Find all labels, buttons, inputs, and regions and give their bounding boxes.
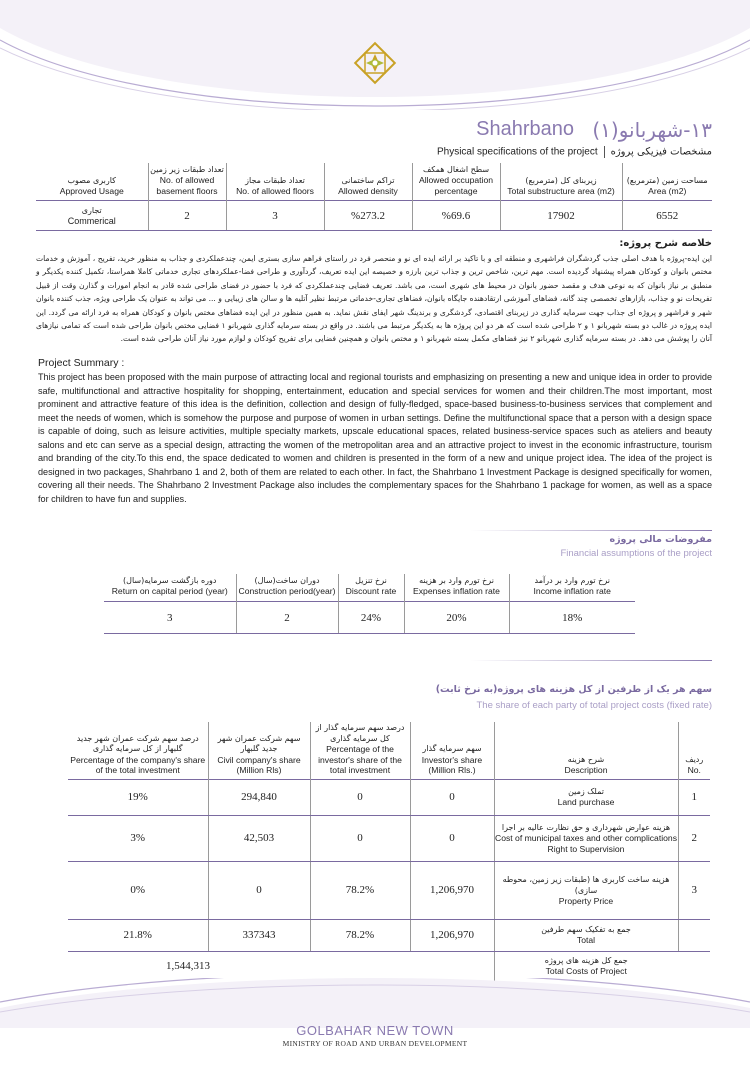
cell-return-period: 3 <box>104 602 236 634</box>
footer-wave-decoration <box>0 978 750 1028</box>
table-row-total <box>68 919 710 951</box>
costs-heading-fa: سهم هر یک از طرفین از کل هزینه های پروژه(به نرخ ثابت) <box>435 684 712 695</box>
header-approved-usage: کاربری مصوب Approved Usage <box>59 176 124 196</box>
cell-expenses-inflation: 20% <box>404 602 509 634</box>
cell-density: %273.2 <box>324 201 412 231</box>
table-row <box>104 602 635 634</box>
summary-body-fa: این ایده-پروژه با هدف اصلی جذب گردشگران فراشهری و منطقه ای و با تاکید بر ارائه ایده ای نو و منحصر فرد در راستای فراهم سازی بستری ایمن، چندعملکردی و جذاب به منظور خرید، تفریح ، آموزش و خدمات مختص بانوان و کودکان همراه پیشنهاد گردیده است. مهم ترین، شاخص ترین و جذاب ترین بارزه و خصیصه این ایده تعریف، گردآوری و طراحی فضا-عملکردهای تجاری خدماتی کاملا همراستا، تکمیل کننده یکدیگر و منطبق بر نیاز بانوان که به نوعی هدف و مقصد حضور بانوان در محیط های شهری است، می باشد. تعریف فضایی چندعملکردی که فرد با حضور در فضای طراحی شده قادر به انجام امورات و گذارن وقت از قبیل تفریحات نو و جذاب، بازارهای تخصصی چند گانه، فضاهای آموزشی ارتقادهنده جایگاه بانوان، فضاهای تجاری-خدماتی مرتبط نظیر آتلیه ها و سالن های زیبایی و ... می تواند به عنوان یک طراحی ویژه، جذب کننده بانوان شهر و فراشهر و پروژه ای جذاب جهت سرمایه گذاری در زیربنای اقتصادی، گردشگری و برندینگ شهر ایفای نقش نماید. به همین منظور در این ایده فضاهای مختص بانوان و کودکان همراه به فرد ارائه می گردد. این ایده پروژه در غالب دو بسته شهربانو ۱ و ۲ طراحی شده است که هر دو این پروژه ها به یکدیگر مرتبط می باشند. در واقع در بسته سرمایه گذاری شهربانو ۱ فضایی مختص بانوان طراحی شده است که تمامی نیازهای آنان را پوشش می دهد. در بسته سرمایه گذاری شهربانو ۲ نیز فضاهای مکمل بسته شهربانو ۱ و مختص بانوان و همچنین فضایی برای تفریح کودکان و لوازم مورد نیاز آنان طراحی شده است. <box>36 254 712 344</box>
summary-heading-fa: خلاصه شرح پروژه: <box>619 238 712 249</box>
cell-discount: 24% <box>338 602 404 634</box>
cell-substructure: 17902 <box>500 201 622 231</box>
cell-usage: تجاری Commerical <box>36 201 148 231</box>
summary-body-en: This project has been proposed with the main purpose of attracting local and regional tourists and emphasizing on presenting a new and unique idea in order to provide safe, multifunctional and attractive hospitality for shopping, entertainment, education and special services for women and their children.The most important, most prominent and attractive feature of this idea is the definition, collection and design of fully-fledged, space-based business-to-business services that complement and meet the needs of women, which is somehow the purpose and purpose of women in urban settings. Define the multifunctional space that a person with a design space is capable of doing, such as leisure activities, multiple specialty markets, upscale educational spaces, related business-service spaces such as ateliers and beauty salons and etc can serve as a special design, attracting the women of the metropolitan area and an attractive project to invest in the economic infrastructure, tourism and branding of the city.To this end, the space dedicated to women and children is presented in the form of a new and unique project idea. The idea of the project is designed in two packages, Shahrbano 1 and 2, both of them are related to each other. In fact, the Shahrbano 1 Investment Package is designed specifically for women, covering all their needs. The Shahrbano 2 Investment Package also includes the complementary spaces for the Shahrbano 1 package for women, as well as a space for children to have fun and supplies. <box>38 372 712 504</box>
physical-spec-heading-en: Physical specifications of the project <box>436 146 598 158</box>
cell-number: 1 <box>678 779 710 815</box>
cell-company-pct: 19% <box>68 779 208 815</box>
header-return-period: دوره بازگشت سرمایه(سال) Return on capital period (year) <box>111 576 228 596</box>
cell-occupation: %69.6 <box>412 201 500 231</box>
financial-heading-en: Financial assumptions of the project <box>560 548 712 559</box>
header-substructure: زیربنای کل (مترمربع) Total substructure area (m2) <box>500 163 622 201</box>
footer-town-name: GOLBAHAR NEW TOWN <box>296 1023 454 1038</box>
summary-heading-en: Project Summary : <box>38 357 125 369</box>
cell-income-inflation: 18% <box>509 602 635 634</box>
cell-company-share: 0 <box>208 861 310 919</box>
table-header-row <box>104 574 635 602</box>
financial-assumptions-table <box>104 574 635 634</box>
header-occupation: سطح اشغال همکف Allowed occupation percentage <box>412 163 500 201</box>
cell-grand-description: جمع کل هزینه های پروژه Total Costs of Project <box>494 951 678 981</box>
header-expenses-inflation: نرخ تورم وارد بر هزینه Expenses inflation rate <box>404 574 509 602</box>
header-allowed-density: تراکم ساختمانی Allowed density <box>324 163 412 201</box>
cell-total-company-share: 337343 <box>208 919 310 951</box>
cell-basement: 2 <box>148 201 226 231</box>
header-area: مساحت زمین (مترمربع) Area (m2) <box>622 163 712 201</box>
cell-area: 6552 <box>622 201 712 231</box>
cell-total-investor-pct: 78.2% <box>310 919 410 951</box>
financial-heading-fa: مفروضات مالی پروژه <box>609 534 712 545</box>
cell-investor-pct: 78.2% <box>310 861 410 919</box>
header-investor-percentage: درصد سهم سرمایه گذار از کل سرمایه گذاری Percentage of the investor's share of the total investment <box>310 722 410 779</box>
cell-investor-pct: 0 <box>310 815 410 861</box>
golbahar-logo-icon <box>352 40 398 86</box>
table-row <box>68 861 710 919</box>
cell-investor-share: 0 <box>410 779 494 815</box>
table-header-row <box>68 722 710 779</box>
cell-number: 3 <box>678 861 710 919</box>
header-basement-floors: تعداد طبقات زیر زمین No. of allowed basement floors <box>148 163 226 201</box>
header-discount-rate: نرخ تنزیل Discount rate <box>338 574 404 602</box>
cell-total-number <box>678 919 710 951</box>
section-divider <box>470 660 712 661</box>
cell-empty <box>678 951 710 981</box>
section-divider <box>470 530 712 531</box>
header-investor-share: سهم سرمایه گذار Investor's share (Million Rls.) <box>410 722 494 779</box>
cell-investor-pct: 0 <box>310 779 410 815</box>
cell-description: هزینه عوارض شهرداری و حق نظارت عالیه بر اجرا Cost of municipal taxes and other complications Right to Supervision <box>494 815 678 861</box>
cell-number: 2 <box>678 815 710 861</box>
cell-description: تملک زمین Land purchase <box>494 779 678 815</box>
cell-total-investor-share: 1,206,970 <box>410 919 494 951</box>
cell-grand-total: 1,544,313 <box>166 960 210 973</box>
cell-company-share: 42,503 <box>208 815 310 861</box>
cell-construction: 2 <box>236 602 338 634</box>
header-allowed-floors: تعداد طبقات مجاز No. of allowed floors <box>226 163 324 201</box>
header-income-inflation: نرخ تورم وارد بر درآمد Income inflation rate <box>509 574 635 602</box>
physical-spec-heading <box>437 146 712 158</box>
physical-spec-table <box>36 163 712 231</box>
cell-total-company-pct: 21.8% <box>68 919 208 951</box>
cell-company-pct: 0% <box>68 861 208 919</box>
cost-share-table <box>68 722 710 981</box>
table-row <box>68 815 710 861</box>
header-description: شرح هزینه Description <box>494 722 678 779</box>
footer-ministry: MINISTRY OF ROAD AND URBAN DEVELOPMENT <box>282 1039 468 1048</box>
header-number: ردیف No. <box>678 722 710 779</box>
page-title-en: Shahrbano <box>476 118 574 140</box>
table-row <box>36 201 712 231</box>
header-company-share: سهم شرکت عمران شهر جدید گلبهار Civil company's share (Million Rls) <box>208 722 310 779</box>
cell-description: هزینه ساخت کاربری ها (طبقات زیر زمین، محوطه سازی) Property Price <box>494 861 678 919</box>
page-title-fa: ۱۳-شهربانو(۱) <box>592 118 712 142</box>
page-title-row <box>0 118 712 144</box>
header-construction-period: دوران ساخت(سال) Construction period(year) <box>236 574 338 602</box>
header-company-percentage: درصد سهم شرکت عمران شهر جدید گلبهار از کل سرمایه گذاری Percentage of the company's share of the total investment <box>70 733 206 775</box>
cell-floors: 3 <box>226 201 324 231</box>
cell-investor-share: 0 <box>410 815 494 861</box>
cell-company-pct: 3% <box>68 815 208 861</box>
cell-investor-share: 1,206,970 <box>410 861 494 919</box>
table-header-row <box>36 163 712 201</box>
cell-company-share: 294,840 <box>208 779 310 815</box>
costs-heading-en: The share of each party of total project costs (fixed rate) <box>476 700 712 711</box>
physical-spec-heading-fa: مشخصات فیزیکی پروژه <box>610 146 712 158</box>
table-row <box>68 779 710 815</box>
cell-total-description: جمع به تفکیک سهم طرفین Total <box>494 919 678 951</box>
table-row-grand-total <box>68 951 710 981</box>
